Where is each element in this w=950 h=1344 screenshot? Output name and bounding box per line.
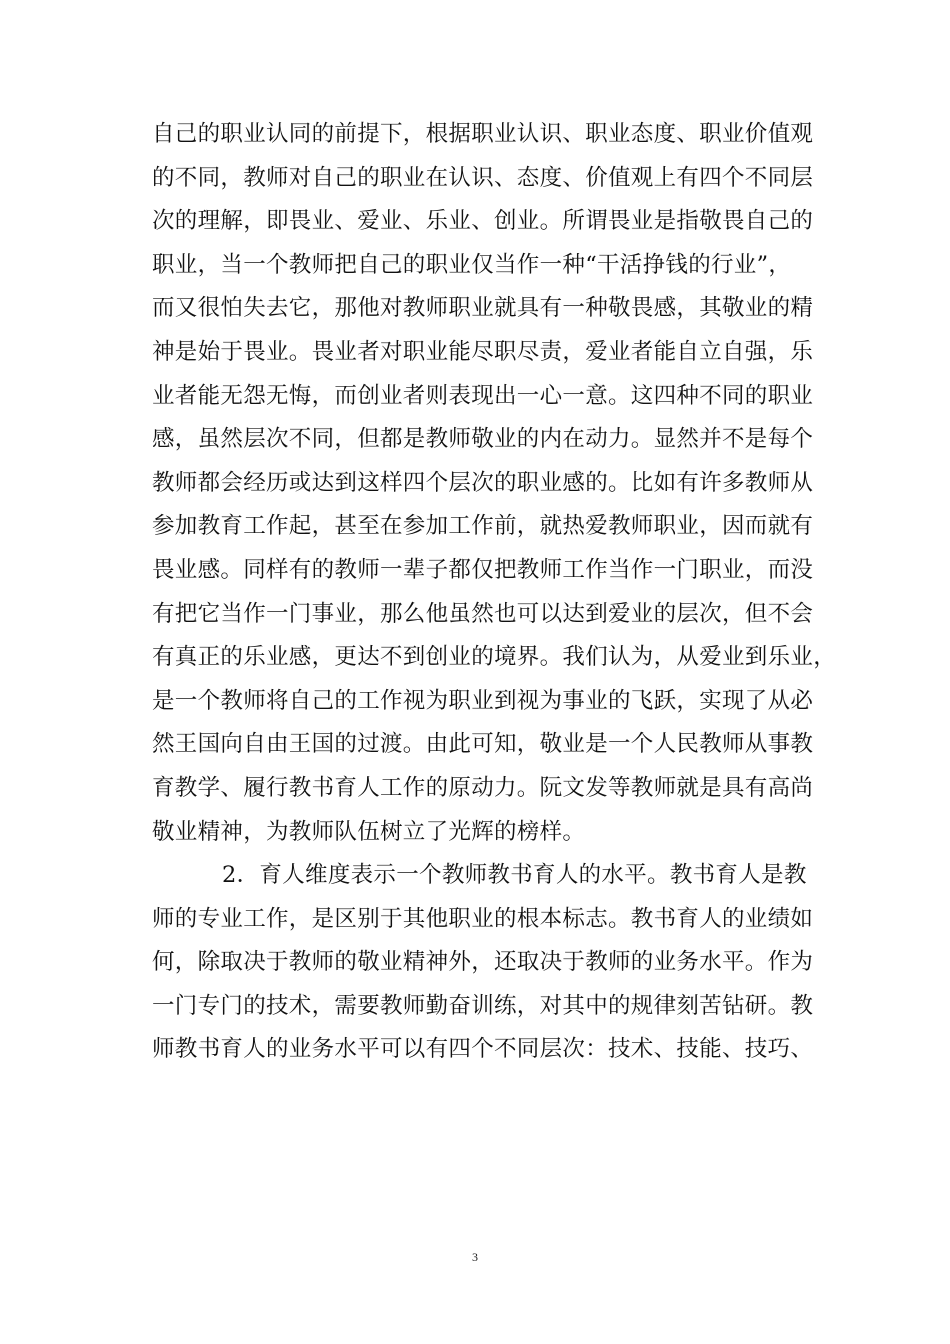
text-line: 神是始于畏业。畏业者对职业能尽职尽责，爱业者能自立自强，乐 <box>152 338 814 365</box>
text-line: 而又很怕失去它，那他对教师职业就具有一种敬畏感，其敬业的精 <box>152 295 814 322</box>
page-number: 3 <box>472 1250 478 1264</box>
paragraph-first-line: 2．育人维度表示一个教师教书育人的水平。教书育人是教 <box>222 862 807 889</box>
text-line: 育教学、履行教书育人工作的原动力。阮文发等教师就是具有高尚 <box>152 774 814 801</box>
text-line: 参加教育工作起，甚至在参加工作前，就热爱教师职业，因而就有 <box>152 513 814 540</box>
text-line: 何，除取决于教师的敬业精神外，还取决于教师的业务水平。作为 <box>152 949 814 976</box>
text-line: 的不同，教师对自己的职业在认识、态度、价值观上有四个不同层 <box>152 164 814 191</box>
body-text <box>152 113 837 1072</box>
text-line: 师教书育人的业务水平可以有四个不同层次：技术、技能、技巧、 <box>152 1036 814 1063</box>
text-line: 感，虽然层次不同，但都是教师敬业的内在动力。显然并不是每个 <box>152 426 814 453</box>
text-line: 畏业感。同样有的教师一辈子都仅把教师工作当作一门职业，而没 <box>152 556 814 583</box>
text-line: 教师都会经历或达到这样四个层次的职业感的。比如有许多教师从 <box>152 469 814 496</box>
text-line: 一门专门的技术，需要教师勤奋训练，对其中的规律刻苦钻研。教 <box>152 992 814 1019</box>
text-line: 次的理解，即畏业、爱业、乐业、创业。所谓畏业是指敬畏自己的 <box>152 208 814 235</box>
text-line: 职业，当一个教师把自己的职业仅当作一种“干活挣钱的行业”， <box>152 251 792 278</box>
text-line: 自己的职业认同的前提下，根据职业认识、职业态度、职业价值观 <box>152 121 814 147</box>
text-line: 业者能无怨无悔，而创业者则表现出一心一意。这四种不同的职业 <box>152 382 814 409</box>
text-line: 有把它当作一门事业，那么他虽然也可以达到爱业的层次，但不会 <box>152 600 814 627</box>
text-line: 有真正的乐业感，更达不到创业的境界。我们认为，从爱业到乐业， <box>152 644 837 671</box>
text-line: 师的专业工作，是区别于其他职业的根本标志。教书育人的业绩如 <box>152 905 814 932</box>
text-line: 然王国向自由王国的过渡。由此可知，敬业是一个人民教师从事教 <box>152 731 814 758</box>
text-line: 敬业精神，为教师队伍树立了光辉的榜样。 <box>152 818 586 845</box>
text-line: 是一个教师将自己的工作视为职业到视为事业的飞跃，实现了从必 <box>152 687 814 714</box>
